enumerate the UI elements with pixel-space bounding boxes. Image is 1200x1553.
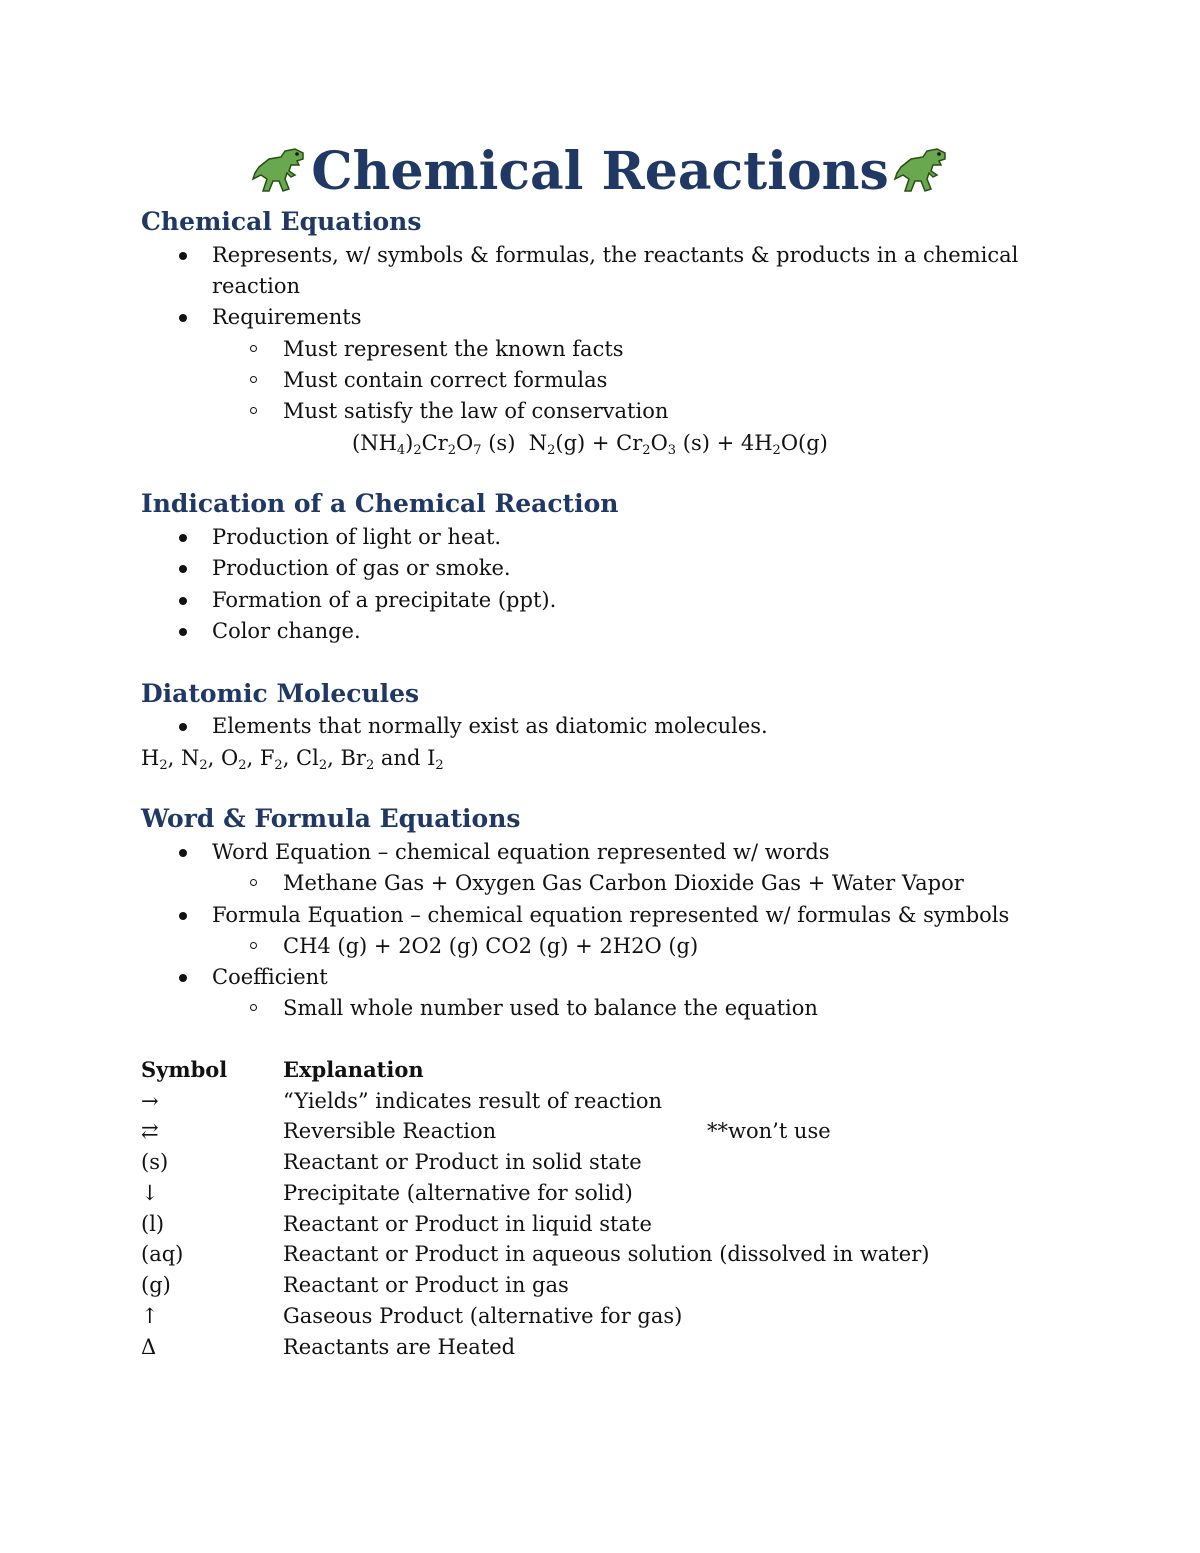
table-symbol: ↓ — [141, 1181, 159, 1205]
sub-list-item: Methane Gas + Oxygen Gas Carbon Dioxide Gas + Water Vapor — [283, 868, 964, 898]
table-symbol: (l) — [141, 1212, 165, 1236]
heading-word-formula: Word & Formula Equations — [141, 804, 521, 833]
table-explanation: “Yields” indicates result of reaction — [283, 1089, 663, 1113]
dinosaur-icon — [893, 145, 949, 210]
heading-chemical-equations: Chemical Equations — [141, 207, 422, 236]
table-symbol: (s) — [141, 1150, 169, 1174]
list-item: Word Equation – chemical equation represented w/ words — [212, 837, 830, 867]
list-item: Represents, w/ symbols & formulas, the reactants & products in a chemical — [212, 240, 1018, 270]
table-explanation: Precipitate (alternative for solid) — [283, 1181, 633, 1205]
table-note: **won’t use — [707, 1119, 831, 1143]
sub-list-item: Must satisfy the law of conservation — [283, 396, 668, 426]
table-symbol: Δ — [141, 1335, 157, 1359]
heading-indication: Indication of a Chemical Reaction — [141, 489, 619, 518]
list-item: Coefficient — [212, 962, 328, 992]
list-item: Requirements — [212, 302, 361, 332]
table-symbol: → — [141, 1089, 159, 1113]
sub-list-item: Must represent the known facts — [283, 334, 624, 364]
diatomic-list: $H_2$, $N_2$, $O_2$, $F_2$, $Cl_2$, $Br_2$ and $I_2$ — [141, 746, 444, 773]
list-item: Elements that normally exist as diatomic molecules. — [212, 711, 768, 741]
table-symbol: (aq) — [141, 1242, 184, 1266]
list-item: Formation of a precipitate (ppt). — [212, 585, 556, 615]
table-explanation: Reactant or Product in liquid state — [283, 1212, 652, 1236]
table-symbol: ⇄ — [141, 1119, 159, 1143]
table-explanation: Reactants are Heated — [283, 1335, 516, 1359]
sub-list-item: CH4 (g) + 2O2 (g) CO2 (g) + 2H2O (g) — [283, 931, 698, 961]
sub-list-item: Must contain correct formulas — [283, 365, 607, 395]
table-explanation: Gaseous Product (alternative for gas) — [283, 1304, 683, 1328]
page-title — [0, 140, 1200, 210]
table-explanation: Reactant or Product in aqueous solution (dissolved in water) — [283, 1242, 930, 1266]
dinosaur-icon — [251, 145, 307, 210]
table-header-explanation: Explanation — [283, 1057, 424, 1082]
table-header-symbol: Symbol — [141, 1057, 228, 1082]
list-item: Color change. — [212, 616, 361, 646]
list-item: Production of gas or smoke. — [212, 553, 511, 583]
table-symbol: (g) — [141, 1273, 171, 1297]
table-symbol: ↑ — [141, 1304, 159, 1328]
heading-diatomic: Diatomic Molecules — [141, 679, 420, 708]
list-item-continuation: reaction — [212, 274, 301, 298]
title-text: Chemical Reactions — [311, 141, 889, 202]
table-explanation: Reactant or Product in gas — [283, 1273, 569, 1297]
table-explanation: Reversible Reaction — [283, 1119, 497, 1143]
example-equation: $(NH_4)_2Cr_2O_7$ (s) $N_2(g) + Cr_2O_3$ $(s) + 4H_2O(g)$ — [352, 431, 828, 458]
list-item: Formula Equation – chemical equation represented w/ formulas & symbols — [212, 900, 1009, 930]
list-item: Production of light or heat. — [212, 522, 501, 552]
sub-list-item: Small whole number used to balance the equation — [283, 993, 818, 1023]
table-explanation: Reactant or Product in solid state — [283, 1150, 642, 1174]
